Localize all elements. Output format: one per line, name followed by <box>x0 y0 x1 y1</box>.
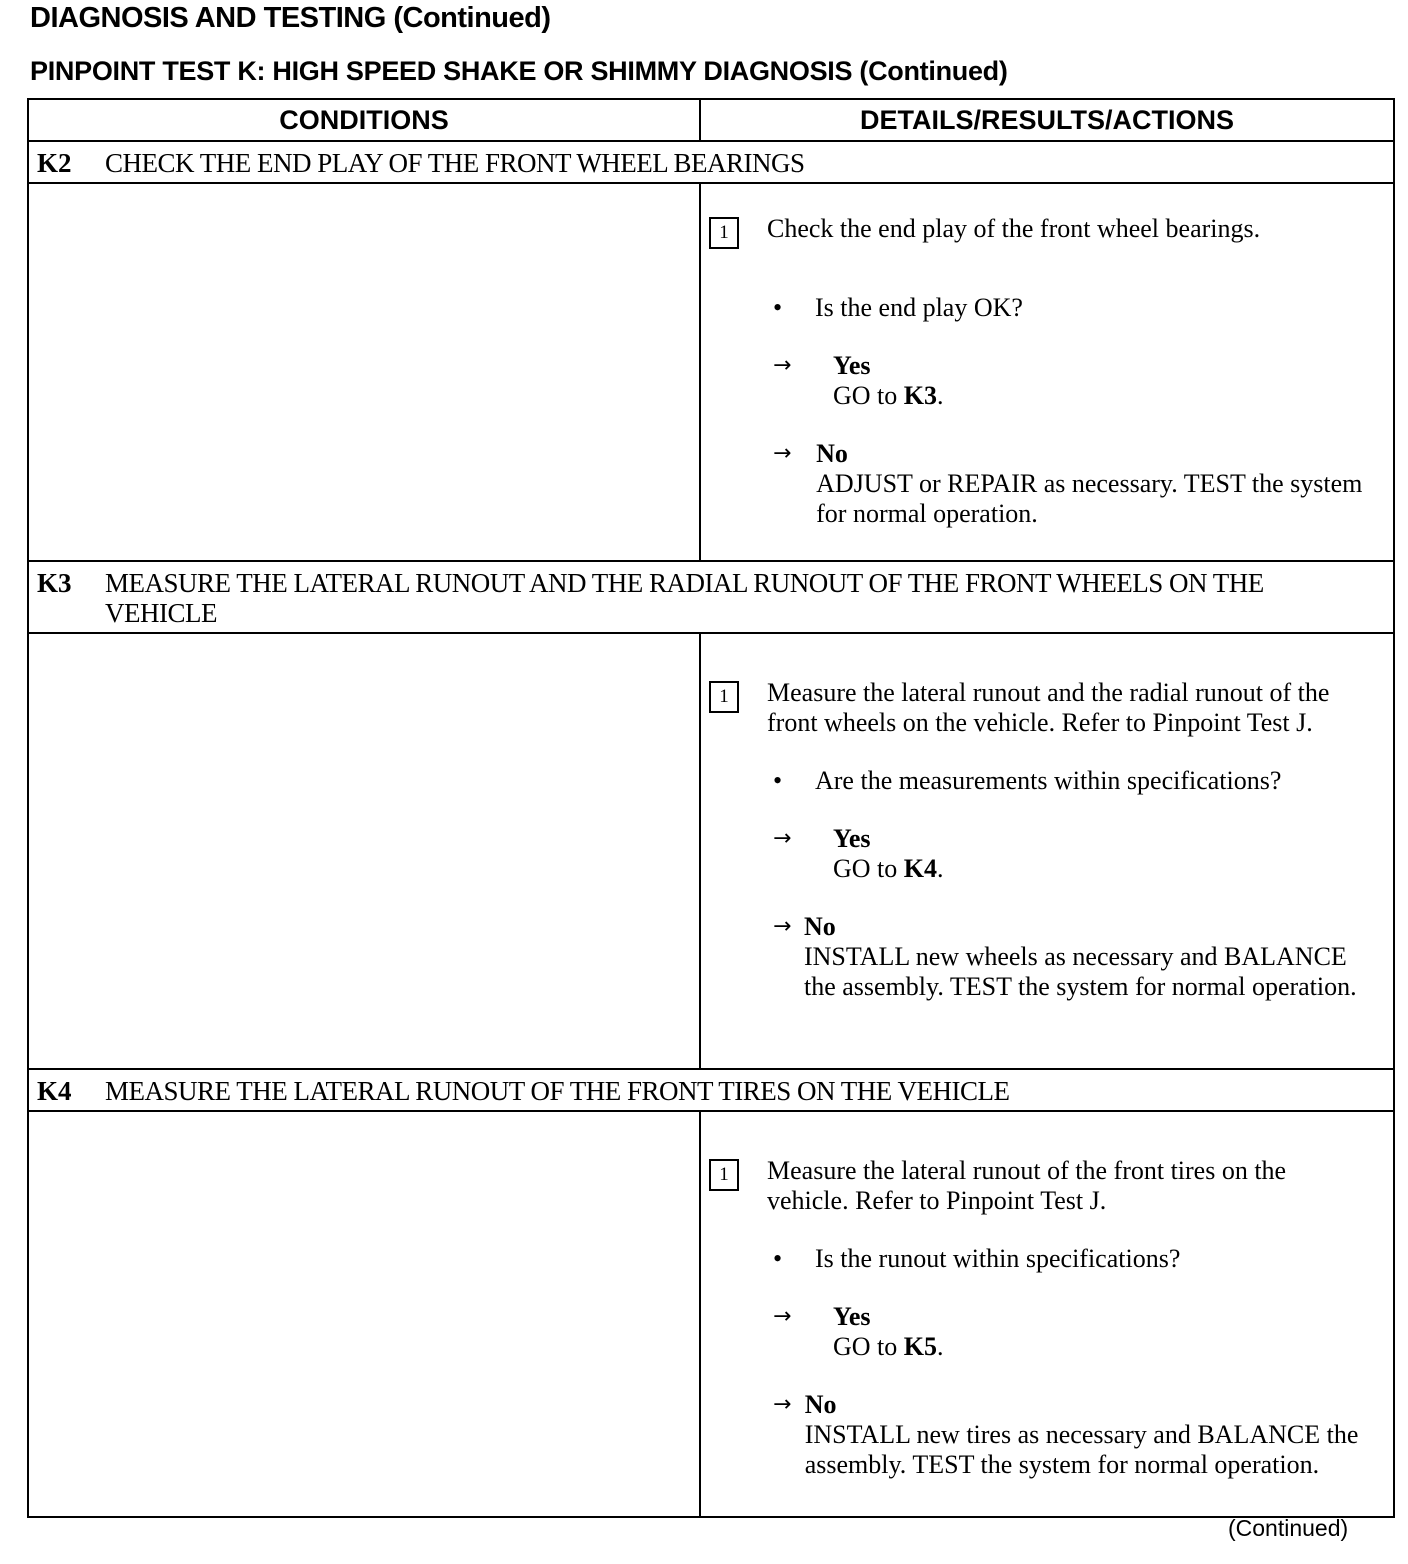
yes-outcome <box>773 351 1373 411</box>
step-header-row <box>28 1069 1394 1111</box>
no-label: No <box>804 1390 837 1419</box>
step-header-k2 <box>28 141 1394 183</box>
no-action: INSTALL new tires as necessary and BALANCE the assembly. TEST the system for normal operation. <box>804 1420 1359 1479</box>
arrow-right-icon: → <box>773 1304 792 1329</box>
arrow-right-icon: → <box>773 441 792 466</box>
go-to-step-ref: K3 <box>903 381 938 410</box>
conditions-cell <box>28 1111 700 1517</box>
instruction <box>709 678 1373 738</box>
conditions-cell <box>28 633 700 1069</box>
pinpoint-test-table <box>27 98 1395 1518</box>
no-outcome <box>773 912 1373 1002</box>
arrow-right-icon: → <box>773 826 792 851</box>
step-id: K4 <box>37 1076 72 1106</box>
step-body-row <box>28 1111 1394 1517</box>
question-text: Is the runout within specifications? <box>815 1244 1181 1273</box>
arrow-right-icon: → <box>773 914 792 939</box>
question-text: Is the end play OK? <box>815 293 1023 322</box>
no-label: No <box>816 439 848 468</box>
footer-continued: (Continued) <box>1228 1515 1349 1541</box>
step-id: K3 <box>37 568 72 598</box>
step-number-box: 1 <box>709 217 739 249</box>
step-number-box: 1 <box>709 681 739 713</box>
no-outcome <box>773 439 1373 529</box>
step-body-row <box>28 633 1394 1069</box>
no-outcome <box>773 1390 1373 1480</box>
yes-outcome <box>773 824 1373 884</box>
no-action: ADJUST or REPAIR as necessary. TEST the system for normal operation. <box>816 469 1363 528</box>
go-to-step-ref: K4 <box>903 854 938 883</box>
step-header-k4 <box>28 1069 1394 1111</box>
bullet-icon: • <box>773 766 783 795</box>
conditions-cell <box>28 183 700 561</box>
step-header-k3 <box>28 561 1394 633</box>
step-title: CHECK THE END PLAY OF THE FRONT WHEEL BEARINGS <box>105 148 805 178</box>
yes-label: Yes <box>833 1302 871 1331</box>
no-label: No <box>803 912 836 941</box>
details-cell <box>700 183 1394 561</box>
arrow-right-icon: → <box>773 353 792 378</box>
step-title: MEASURE THE LATERAL RUNOUT AND THE RADIAL RUNOUT OF THE FRONT WHEELS ON THE VEHICLE <box>105 568 1264 628</box>
step-header-row <box>28 141 1394 183</box>
step-number-box: 1 <box>709 1159 739 1191</box>
pinpoint-test-title: PINPOINT TEST K: HIGH SPEED SHAKE OR SHIMMY DIAGNOSIS (Continued) <box>30 56 1008 86</box>
yes-label: Yes <box>833 351 871 380</box>
page-title: DIAGNOSIS AND TESTING (Continued) <box>30 2 551 34</box>
question-text: Are the measurements within specifications? <box>815 766 1282 795</box>
arrow-right-icon: → <box>773 1392 792 1417</box>
instruction-text: Measure the lateral runout of the front tires on the vehicle. Refer to Pinpoint Test J. <box>767 1156 1287 1215</box>
conditions-column-header: CONDITIONS <box>28 99 700 141</box>
yes-action: GO to K3. <box>833 381 944 410</box>
bullet-icon: • <box>773 1244 783 1273</box>
step-id: K2 <box>37 148 72 178</box>
yes-outcome <box>773 1302 1373 1362</box>
instruction-text: Check the end play of the front wheel bearings. <box>767 214 1261 243</box>
instruction-text: Measure the lateral runout and the radial runout of the front wheels on the vehicle. Refer to Pinpoint Test J. <box>767 678 1330 737</box>
yes-action: GO to K5. <box>833 1332 944 1361</box>
step-header-row <box>28 561 1394 633</box>
step-title: MEASURE THE LATERAL RUNOUT OF THE FRONT TIRES ON THE VEHICLE <box>105 1076 1010 1106</box>
details-cell <box>700 633 1394 1069</box>
yes-action: GO to K4. <box>833 854 944 883</box>
question <box>773 766 1373 796</box>
yes-label: Yes <box>833 824 871 853</box>
question <box>773 1244 1373 1274</box>
details-cell <box>700 1111 1394 1517</box>
question <box>773 293 1373 323</box>
bullet-icon: • <box>773 293 783 322</box>
table-header-row <box>28 99 1394 141</box>
details-column-header: DETAILS/RESULTS/ACTIONS <box>700 99 1394 141</box>
instruction <box>709 1156 1373 1216</box>
instruction <box>709 214 1373 249</box>
no-action: INSTALL new wheels as necessary and BALANCE the assembly. TEST the system for normal operation. <box>803 942 1357 1001</box>
step-body-row <box>28 183 1394 561</box>
go-to-step-ref: K5 <box>903 1332 938 1361</box>
